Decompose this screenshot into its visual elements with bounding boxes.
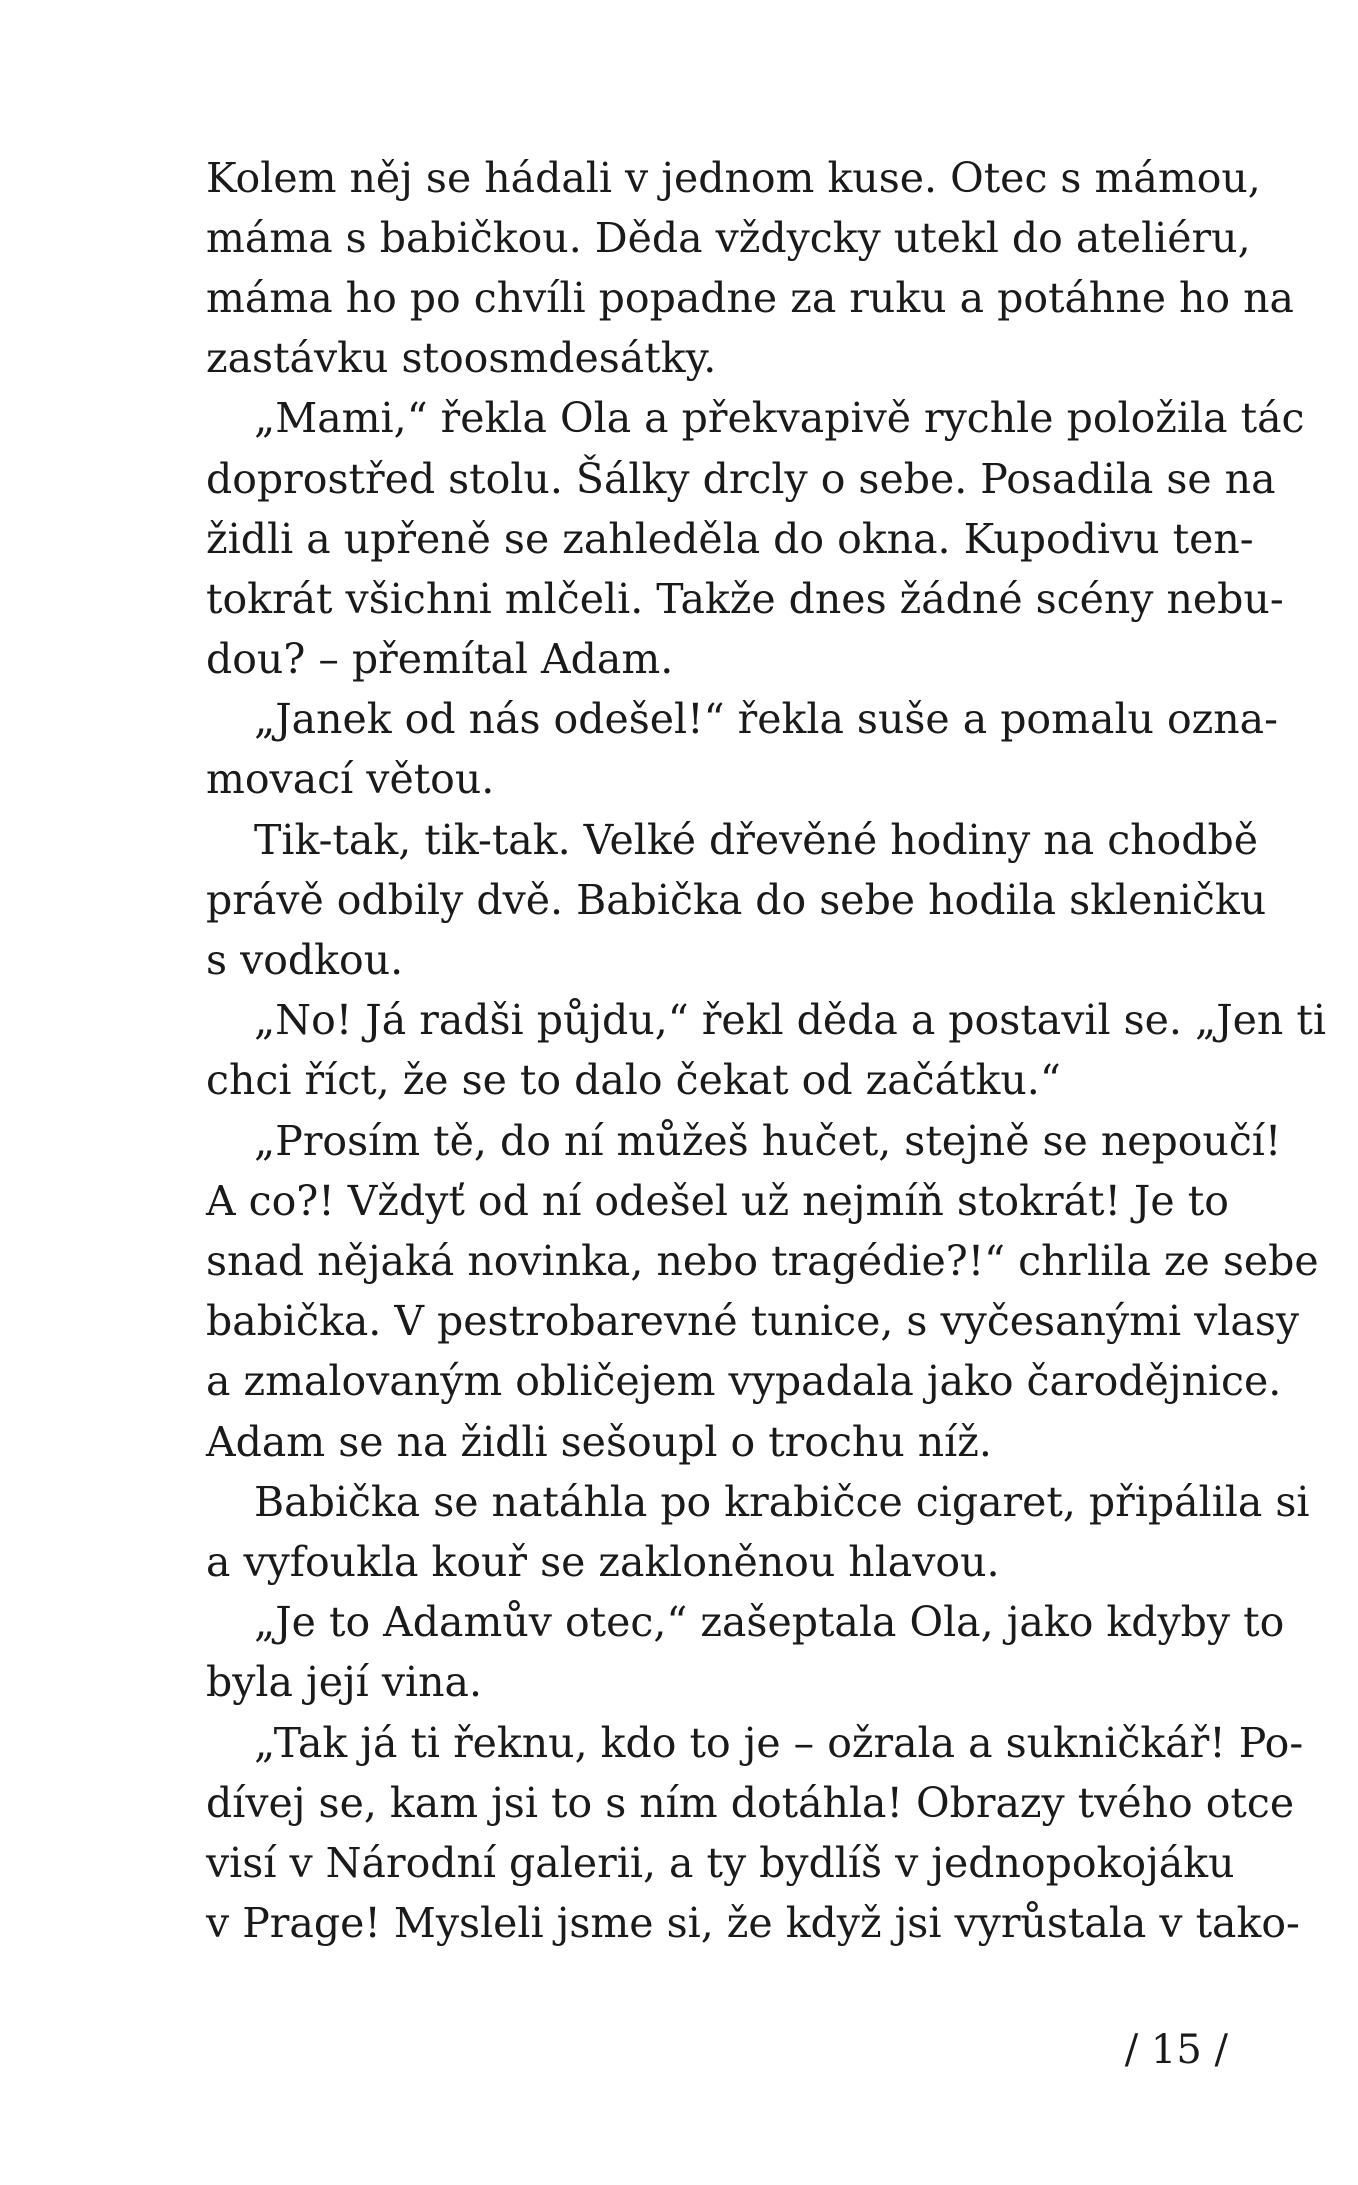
text-line: dívej se, kam jsi to s ním dotáhla! Obrazy tvého otce bbox=[206, 1779, 1295, 1827]
text-line: movací větou. bbox=[206, 755, 495, 803]
page-number: / 15 / bbox=[1124, 2027, 1228, 2073]
text-line: zastávku stoosmdesátky. bbox=[206, 334, 717, 382]
text-line: dou? – přemítal Adam. bbox=[206, 635, 674, 683]
text-line: byla její vina. bbox=[206, 1658, 482, 1706]
text-line: snad nějaká novinka, nebo tragédie?!“ chrlila ze sebe bbox=[206, 1237, 1319, 1285]
text-line: chci říct, že se to dalo čekat od začátku.“ bbox=[206, 1056, 1061, 1104]
text-line: „No! Já radši půjdu,“ řekl děda a postavil se. „Jen ti bbox=[254, 996, 1326, 1044]
text-line: A co?! Vždyť od ní odešel už nejmíň stokrát! Je to bbox=[206, 1177, 1229, 1225]
text-line: „Prosím tě, do ní můžeš hučet, stejně se nepoučí! bbox=[254, 1117, 1282, 1165]
text-line: babička. V pestrobarevné tunice, s vyčesanými vlasy bbox=[206, 1297, 1300, 1345]
text-line: Babička se natáhla po krabičce cigaret, připálila si bbox=[254, 1478, 1310, 1526]
text-line: a vyfoukla kouř se zakloněnou hlavou. bbox=[206, 1538, 1000, 1586]
text-line: židli a upřeně se zahleděla do okna. Kupodivu ten- bbox=[206, 515, 1254, 563]
text-line: právě odbily dvě. Babička do sebe hodila skleničku bbox=[206, 876, 1267, 924]
text-line: máma s babičkou. Děda vždycky utekl do ateliéru, bbox=[206, 214, 1251, 262]
text-line: „Mami,“ řekla Ola a překvapivě rychle položila tác bbox=[254, 394, 1305, 442]
text-line: Kolem něj se hádali v jednom kuse. Otec s mámou, bbox=[206, 154, 1261, 202]
text-line: v Prage! Mysleli jsme si, že když jsi vyrůstala v tako- bbox=[206, 1899, 1300, 1947]
text-line: Tik-tak, tik-tak. Velké dřevěné hodiny na chodbě bbox=[254, 816, 1258, 864]
text-line: „Tak já ti řeknu, kdo to je – ožrala a sukničkář! Po- bbox=[254, 1719, 1304, 1767]
text-line: tokrát všichni mlčeli. Takže dnes žádné scény nebu- bbox=[206, 575, 1284, 623]
text-line: s vodkou. bbox=[206, 936, 404, 984]
text-line: a zmalovaným obličejem vypadala jako čarodějnice. bbox=[206, 1357, 1282, 1405]
text-line: Adam se na židli sešoupl o trochu níž. bbox=[206, 1418, 992, 1466]
text-line: „Janek od nás odešel!“ řekla suše a pomalu ozna- bbox=[254, 695, 1278, 743]
text-line: máma ho po chvíli popadne za ruku a potáhne ho na bbox=[206, 274, 1295, 322]
text-line: „Je to Adamův otec,“ zašeptala Ola, jako kdyby to bbox=[254, 1598, 1285, 1646]
text-line: visí v Národní galerii, a ty bydlíš v jednopokojáku bbox=[206, 1839, 1235, 1887]
text-line: doprostřed stolu. Šálky drcly o sebe. Posadila se na bbox=[206, 455, 1276, 503]
